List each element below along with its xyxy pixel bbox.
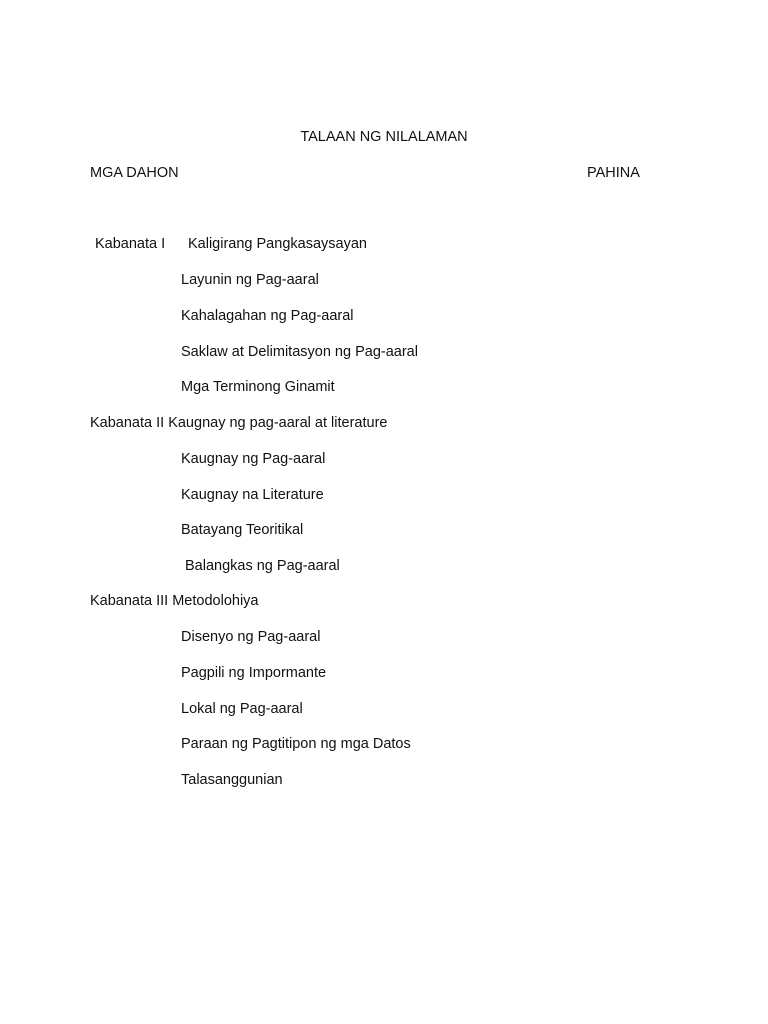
toc-entry: Balangkas ng Pag-aaral — [185, 558, 340, 574]
toc-entry: Kaugnay na Literature — [181, 487, 324, 503]
toc-entry: Talasanggunian — [181, 772, 283, 788]
toc-entry: Kahalagahan ng Pag-aaral — [181, 308, 354, 324]
toc-entry: Kaugnay ng Pag-aaral — [181, 451, 326, 467]
page-title: TALAAN NG NILALAMAN — [300, 129, 468, 145]
column-header-page-number: PAHINA — [587, 165, 640, 181]
toc-entry: Saklaw at Delimitasyon ng Pag-aaral — [181, 344, 418, 360]
toc-entry: Layunin ng Pag-aaral — [181, 272, 319, 288]
column-header-pages: MGA DAHON — [90, 165, 179, 181]
chapter-1-heading — [95, 235, 367, 253]
chapter-1-label: Kabanata I — [95, 236, 166, 252]
toc-entry: Pagpili ng Impormante — [181, 665, 327, 681]
toc-entry: Paraan ng Pagtitipon ng mga Datos — [181, 736, 411, 752]
toc-entry: Lokal ng Pag-aaral — [181, 701, 303, 717]
chapter-2-heading: Kabanata II Kaugnay ng pag-aaral at literature — [90, 415, 388, 431]
chapter-1-title: Kaligirang Pangkasaysayan — [188, 236, 367, 252]
toc-entry: Batayang Teoritikal — [181, 522, 304, 538]
toc-entry: Disenyo ng Pag-aaral — [181, 629, 321, 645]
chapter-3-heading: Kabanata III Metodolohiya — [90, 593, 259, 609]
toc-entry: Mga Terminong Ginamit — [181, 379, 335, 395]
